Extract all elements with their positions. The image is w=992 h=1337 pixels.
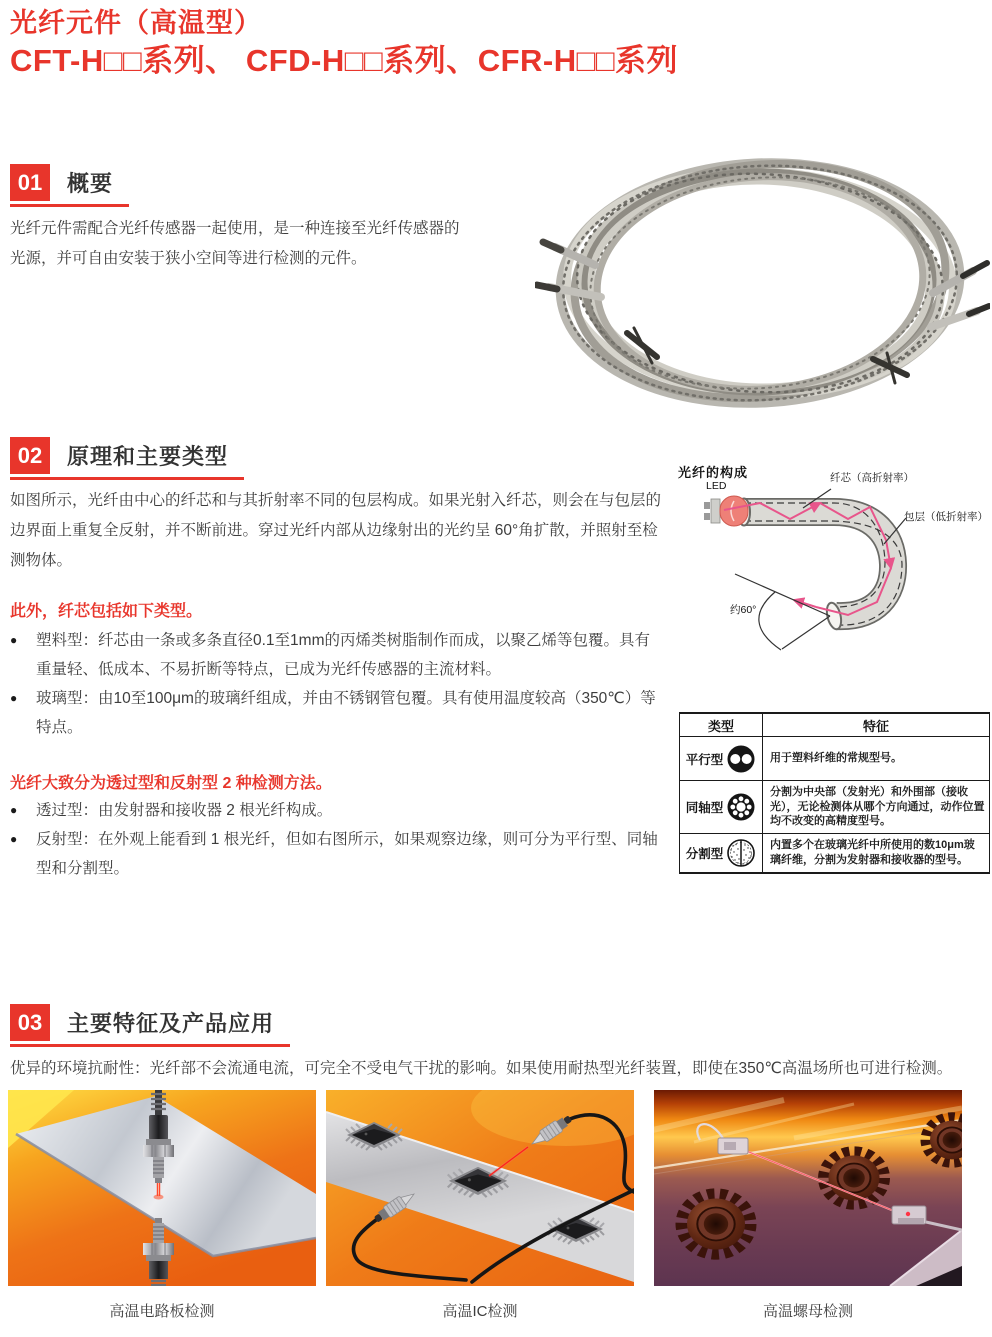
diagram-title: 光纤的构成 [678,465,749,480]
type-label: 同轴型 [685,800,724,815]
application-caption: 高温螺母检测 [762,1303,853,1320]
section02-title: 原理和主要类型 [67,444,229,469]
application-image-ic [326,1090,634,1286]
section01-body: 光纤元件需配合光纤传感器一起使用，是一种连接至光纤传感器的光源，并可自由安装于狭小空间等进行检测的元件。 [10,220,460,267]
section01-number-badge: 01 [10,164,50,201]
ic-inspection-scene [326,1090,634,1286]
list-item-text: 塑料型：纤芯由一条或多条直径0.1至1mm的丙烯类树脂制作而成，以聚乙烯等包覆。具有重量轻、低成本、不易折断等特点，已成为光纤传感器的主流材料。 [36,632,650,678]
type-label: 平行型 [685,752,724,767]
section02-number-badge: 02 [10,437,50,474]
core-type-list [10,626,662,742]
led-illustration [704,496,748,526]
section03-header [10,1004,290,1047]
fiber-construction-diagram [678,456,992,668]
fiber-coil-illustration [535,145,990,430]
list-item [10,684,662,742]
section01-header [10,164,129,207]
section02-note-detection-methods: 光纤大致分为透过型和反射型 2 种检测方法。 [10,775,332,792]
feature-text: 用于塑料纤维的常规型号。 [763,737,990,781]
detection-method-list [10,796,662,883]
section02-body: 如图所示，光纤由中心的纤芯和与其折射率不同的包层构成。如果光射入纤芯，则会在与包层的边界面上重复全反射，并不断前进。穿过光纤内部从边缘射出的光约呈 60°角扩散，并照射至检测物体。 [10,492,662,569]
application-caption: 高温IC检测 [442,1303,518,1320]
split-fiber-icon [726,838,756,868]
cladding-label: 包层（低折射率） [904,511,988,523]
application-caption: 高温电路板检测 [109,1303,215,1320]
angle-label: 约60° [730,604,757,616]
type-label: 分割型 [685,846,724,861]
table-header-row [680,713,990,737]
feature-text: 内置多个在玻璃光纤中所使用的数10μm玻璃纤维，分割为发射器和接收器的型号。 [763,833,990,873]
column-header-type: 类型 [680,713,763,737]
coaxial-fiber-icon [726,792,756,822]
section03-body: 优异的环境抗耐性：光纤部不会流通电流，可完全不受电气干扰的影响。如果使用耐热型光纤装置，即使在350℃高温场所也可进行检测。 [10,1060,953,1077]
core-label: 纤芯（高折射率） [830,472,914,484]
list-item-text: 反射型：在外观上能看到 1 根光纤，但如右图所示，如果观察边缘，则可分为平行型、同轴型和分割型。 [36,831,658,877]
table-row [680,737,990,781]
section01-title: 概要 [67,171,114,196]
led-label: LED [706,480,727,492]
list-item [10,626,662,684]
document-title [10,6,678,80]
document-title-line2: CFT-H□□系列、 CFD-H□□系列、CFR-H□□系列 [10,42,679,78]
list-item [10,825,662,883]
bullet-icon [10,825,17,854]
list-item [10,796,662,825]
list-item-text: 透过型：由发射器和接收器 2 根光纤构成。 [36,802,333,819]
product-photo-fiber-coil [535,145,990,430]
column-header-feature: 特征 [763,713,990,737]
gear-inspection-scene [654,1090,962,1286]
bullet-icon [10,796,17,825]
fiber-type-table [679,712,990,874]
application-image-nut [654,1090,962,1286]
feature-text: 分割为中央部（发射光）和外围部（接收光），无论检测体从哪个方向通过，动作位置均不改变的高精度型号。 [763,781,990,834]
section02-note-core-types: 此外，纤芯包括如下类型。 [10,603,203,620]
circuit-board-scene [8,1090,316,1286]
bullet-icon [10,626,17,655]
table-row [680,781,990,834]
section03-number-badge: 03 [10,1004,50,1041]
parallel-fiber-icon [726,744,756,774]
application-image-circuit-board [8,1090,316,1286]
list-item-text: 玻璃型：由10至100μm的玻璃纤组成，并由不锈钢管包覆。具有使用温度较高（350℃）等特点。 [36,690,656,736]
section03-title: 主要特征及产品应用 [67,1011,275,1036]
bullet-icon [10,684,17,713]
table-row [680,833,990,873]
section02-header [10,437,244,480]
document-title-line1: 光纤元件（高温型） [10,8,262,38]
